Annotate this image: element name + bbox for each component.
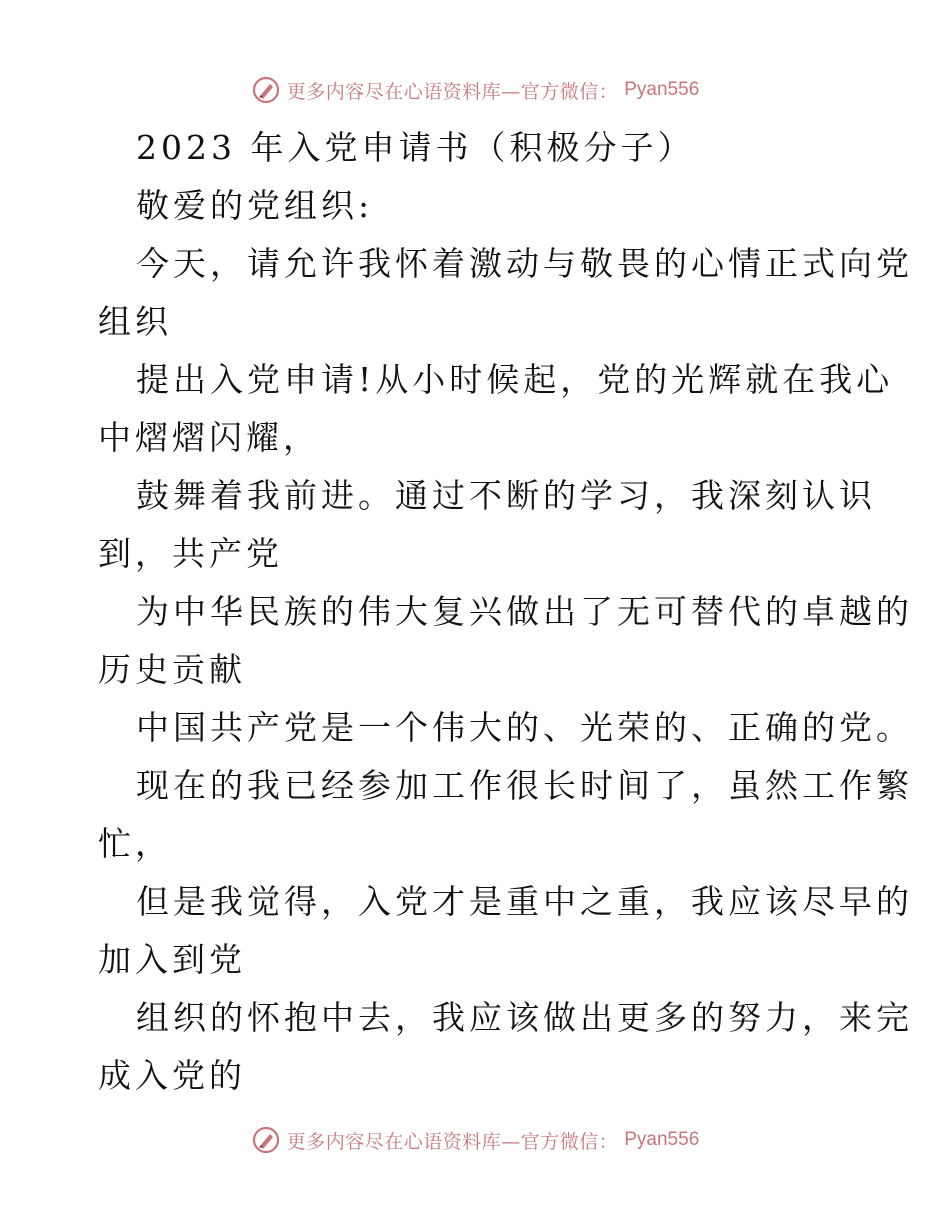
- body-line: 到，共产党: [98, 534, 283, 573]
- body-line: 现在的我已经参加工作很长时间了，虽然工作繁: [136, 766, 913, 805]
- body-line: 为中华民族的伟大复兴做出了无可替代的卓越的: [136, 592, 913, 631]
- body-line: 中熠熠闪耀，: [98, 418, 320, 457]
- body-line: 但是我觉得，入党才是重中之重，我应该尽早的: [136, 882, 913, 921]
- body-line: 忙，: [98, 824, 172, 863]
- pen-logo-icon: [251, 1125, 281, 1155]
- body-line: 提出入党申请!从小时候起，党的光辉就在我心: [136, 360, 894, 399]
- pen-logo-icon: [251, 75, 281, 105]
- footer-watermark: [0, 1120, 950, 1160]
- header-watermark: [0, 70, 950, 110]
- body-line: 组织: [98, 302, 172, 341]
- watermark-text: 更多内容尽在心语资料库—官方微信：: [286, 80, 619, 103]
- body-line: 组织的怀抱中去，我应该做出更多的努力，来完: [136, 998, 913, 1037]
- body-line: 加入到党: [98, 940, 246, 979]
- body-line: 历史贡献: [98, 650, 246, 689]
- body-line: 今天，请允许我怀着激动与敬畏的心情正式向党: [136, 244, 913, 283]
- body-line: 中国共产党是一个伟大的、光荣的、正确的党。: [136, 708, 913, 747]
- body-line: 成入党的: [98, 1056, 246, 1095]
- watermark-text: 更多内容尽在心语资料库—官方微信：: [286, 1130, 619, 1153]
- document-title: 2023 年入党申请书（积极分子）: [136, 128, 695, 167]
- watermark-wechat-id: Pyan556: [624, 79, 700, 100]
- salutation: 敬爱的党组织:: [136, 186, 374, 225]
- watermark-wechat-id: Pyan556: [624, 1129, 700, 1150]
- body-line: 鼓舞着我前进。通过不断的学习，我深刻认识: [136, 476, 876, 515]
